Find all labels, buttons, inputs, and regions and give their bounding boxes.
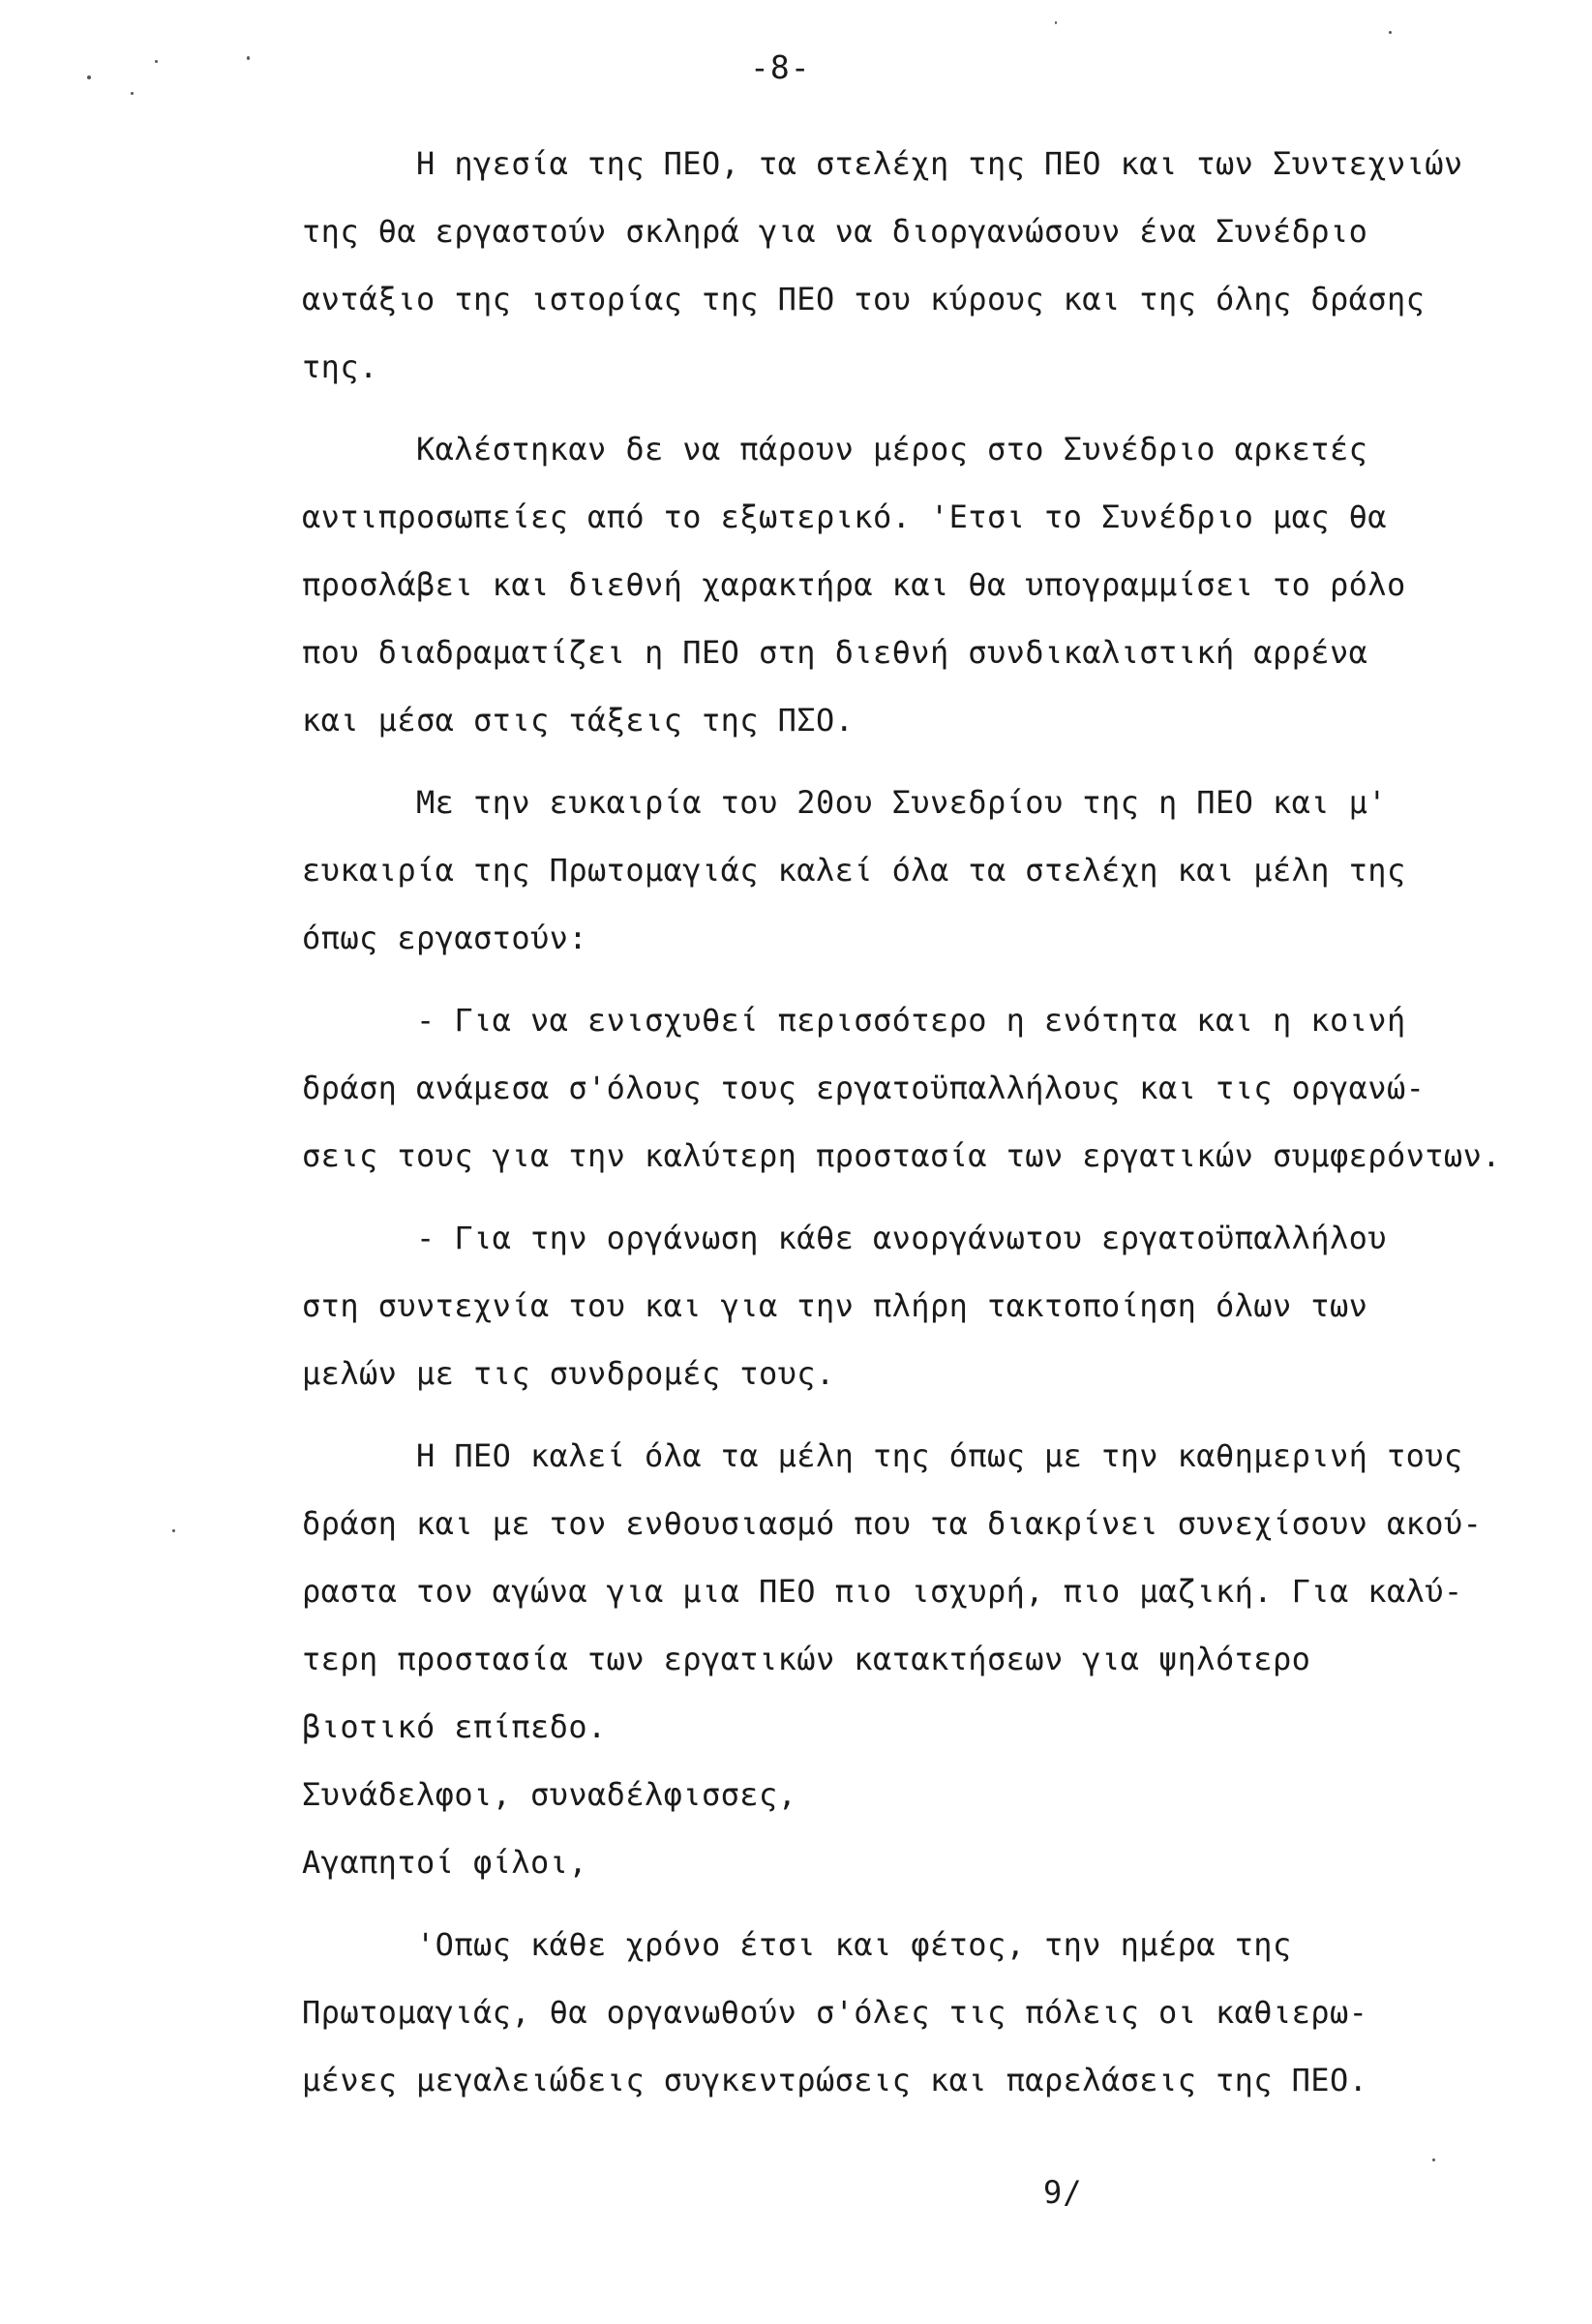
text-line: σεις τους για την καλύτερη προστασία των εργατικών συμφερόντων. [302, 1137, 1501, 1174]
text-line: Η ηγεσία της ΠΕΟ, τα στελέχη της ΠΕΟ και των Συντεχνιών [302, 145, 1463, 182]
scan-speck [1055, 21, 1057, 24]
text-line: τερη προστασία των εργατικών κατακτήσεων για ψηλότερο [302, 1641, 1311, 1677]
page-number: -8- [750, 48, 811, 86]
text-line: μελών με τις συνδρομές τους. [302, 1355, 835, 1392]
text-line: Αγαπητοί φίλοι, [302, 1844, 587, 1881]
continuation-marker: 9/ [1043, 2174, 1083, 2211]
text-line: αντιπροσωπείες από το εξωτερικό. 'Ετσι το Συνέδριο μας θα [302, 498, 1387, 535]
text-line: αντάξιο της ιστορίας της ΠΕΟ του κύρους και της όλης δράσης [302, 281, 1426, 317]
scan-speck [155, 60, 158, 63]
text-line: προσλάβει και διεθνή χαρακτήρα και θα υπογραμμίσει το ρόλο [302, 566, 1406, 603]
text-line: - Για να ενισχυθεί περισσότερο η ενότητα και η κοινή [302, 1002, 1406, 1039]
text-line: στη συντεχνία του και για την πλήρη τακτοποίηση όλων των [302, 1287, 1368, 1324]
text-line: ευκαιρία της Πρωτομαγιάς καλεί όλα τα στελέχη και μέλη της [302, 852, 1406, 889]
text-line: ραστα τον αγώνα για μια ΠΕΟ πιο ισχυρή, πιο μαζική. Για καλύ- [302, 1573, 1463, 1610]
list-item [302, 1204, 1550, 1407]
scan-speck [1432, 2158, 1435, 2161]
scan-speck [131, 92, 134, 95]
paragraph [302, 1911, 1550, 2114]
paragraph [302, 415, 1550, 754]
text-line: της. [302, 348, 378, 385]
scan-speck [87, 75, 91, 79]
scan-speck [172, 1529, 175, 1532]
text-line: Η ΠΕΟ καλεί όλα τα μέλη της όπως με την καθημερινή τους [302, 1437, 1463, 1474]
text-line: όπως εργαστούν: [302, 920, 587, 956]
scan-speck [247, 56, 250, 60]
text-line: - Για την οργάνωση κάθε ανοργάνωτου εργατοϋπαλλήλου [302, 1220, 1387, 1256]
text-line: της θα εργαστούν σκληρά για να διοργανώσουν ένα Συνέδριο [302, 213, 1368, 250]
document-body [302, 130, 1550, 2114]
text-line: που διαδραματίζει η ΠΕΟ στη διεθνή συνδικαλιστική αρρένα [302, 634, 1368, 671]
salutation [302, 1761, 1550, 1896]
text-line: δράση ανάμεσα σ'όλους τους εργατοϋπαλλήλους και τις οργανώ- [302, 1070, 1426, 1106]
list-item [302, 986, 1550, 1190]
text-line: δράση και με τον ενθουσιασμό που τα διακρίνει συνεχίσουν ακού- [302, 1505, 1483, 1542]
text-line: βιοτικό επίπεδο. [302, 1708, 607, 1745]
text-line: Με την ευκαιρία του 20ου Συνεδρίου της η ΠΕΟ και μ' [302, 784, 1387, 821]
text-line: 'Οπως κάθε χρόνο έτσι και φέτος, την ημέρα της [302, 1926, 1292, 1963]
paragraph [302, 769, 1550, 972]
text-line: και μέσα στις τάξεις της ΠΣΟ. [302, 702, 855, 739]
text-line: Συνάδελφοι, συναδέλφισσες, [302, 1776, 797, 1813]
paragraph [302, 130, 1550, 401]
paragraph [302, 1422, 1550, 1761]
text-line: Καλέστηκαν δε να πάρουν μέρος στο Συνέδριο αρκετές [302, 431, 1368, 468]
scan-speck [1389, 31, 1392, 34]
text-line: μένες μεγαλειώδεις συγκεντρώσεις και παρελάσεις της ΠΕΟ. [302, 2062, 1368, 2098]
text-line: Πρωτομαγιάς, θα οργανωθούν σ'όλες τις πόλεις οι καθιερω- [302, 1994, 1368, 2031]
